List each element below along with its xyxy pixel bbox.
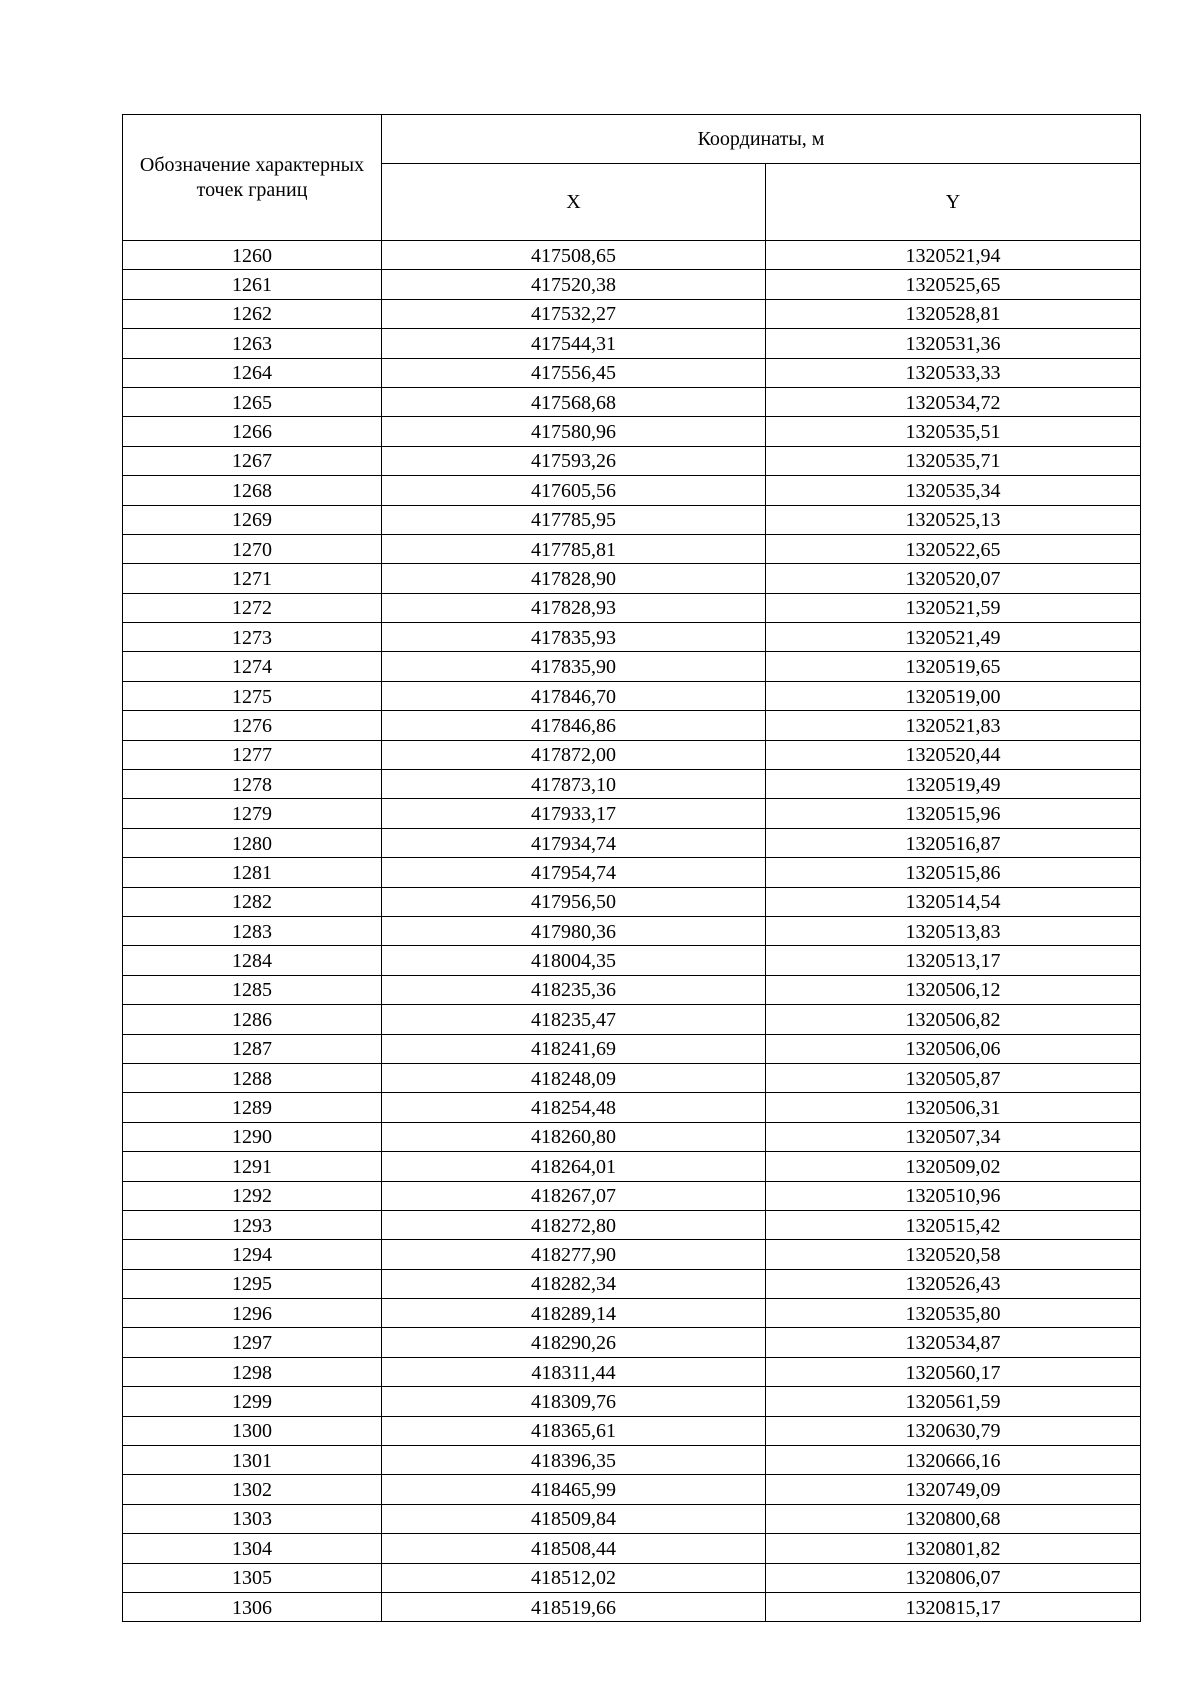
- y-coordinate-cell: 1320515,86: [766, 858, 1141, 887]
- x-coordinate-cell: 417980,36: [382, 916, 766, 945]
- point-cell: 1280: [123, 828, 382, 857]
- y-coordinate-cell: 1320630,79: [766, 1416, 1141, 1445]
- y-column-header: Y: [766, 164, 1141, 241]
- table-row: [123, 1504, 1141, 1533]
- y-coordinate-cell: 1320521,94: [766, 241, 1141, 270]
- x-coordinate-cell: 418290,26: [382, 1328, 766, 1357]
- x-coordinate-cell: 417532,27: [382, 299, 766, 328]
- x-coordinate-cell: 417846,70: [382, 681, 766, 710]
- y-coordinate-cell: 1320507,34: [766, 1122, 1141, 1151]
- y-coordinate-cell: 1320505,87: [766, 1063, 1141, 1092]
- point-cell: 1268: [123, 476, 382, 505]
- x-coordinate-cell: 418311,44: [382, 1357, 766, 1386]
- y-coordinate-cell: 1320560,17: [766, 1357, 1141, 1386]
- table-row: [123, 1328, 1141, 1357]
- table-row: [123, 270, 1141, 299]
- table-row: [123, 564, 1141, 593]
- y-coordinate-cell: 1320525,13: [766, 505, 1141, 534]
- point-cell: 1278: [123, 770, 382, 799]
- table-row: [123, 623, 1141, 652]
- table-row: [123, 1122, 1141, 1151]
- point-cell: 1269: [123, 505, 382, 534]
- y-coordinate-cell: 1320513,83: [766, 916, 1141, 945]
- point-cell: 1282: [123, 887, 382, 916]
- table-row: [123, 446, 1141, 475]
- point-cell: 1284: [123, 946, 382, 975]
- point-cell: 1264: [123, 358, 382, 387]
- point-cell: 1301: [123, 1446, 382, 1475]
- point-cell: 1297: [123, 1328, 382, 1357]
- point-cell: 1279: [123, 799, 382, 828]
- y-coordinate-cell: 1320520,44: [766, 740, 1141, 769]
- y-coordinate-cell: 1320535,34: [766, 476, 1141, 505]
- table-row: [123, 1210, 1141, 1239]
- point-cell: 1304: [123, 1534, 382, 1563]
- x-coordinate-cell: 418235,36: [382, 975, 766, 1004]
- table-row: [123, 299, 1141, 328]
- point-cell: 1276: [123, 711, 382, 740]
- table-row: [123, 1475, 1141, 1504]
- x-coordinate-cell: 418512,02: [382, 1563, 766, 1592]
- point-cell: 1293: [123, 1210, 382, 1239]
- point-cell: 1270: [123, 534, 382, 563]
- point-cell: 1303: [123, 1504, 382, 1533]
- table-row: [123, 1416, 1141, 1445]
- table-row: [123, 858, 1141, 887]
- x-coordinate-cell: 418509,84: [382, 1504, 766, 1533]
- x-coordinate-cell: 418241,69: [382, 1034, 766, 1063]
- point-cell: 1274: [123, 652, 382, 681]
- point-cell: 1267: [123, 446, 382, 475]
- x-coordinate-cell: 418004,35: [382, 946, 766, 975]
- table-row: [123, 711, 1141, 740]
- point-cell: 1300: [123, 1416, 382, 1445]
- point-cell: 1306: [123, 1592, 382, 1621]
- x-coordinate-cell: 418465,99: [382, 1475, 766, 1504]
- table-row: [123, 916, 1141, 945]
- y-coordinate-cell: 1320525,65: [766, 270, 1141, 299]
- table-row: [123, 241, 1141, 270]
- y-coordinate-cell: 1320534,72: [766, 387, 1141, 416]
- x-coordinate-cell: 418272,80: [382, 1210, 766, 1239]
- y-coordinate-cell: 1320528,81: [766, 299, 1141, 328]
- x-coordinate-cell: 417933,17: [382, 799, 766, 828]
- table-row: [123, 1592, 1141, 1621]
- x-coordinate-cell: 417605,56: [382, 476, 766, 505]
- table-header: [123, 115, 1141, 241]
- y-coordinate-cell: 1320520,07: [766, 564, 1141, 593]
- x-coordinate-cell: 417872,00: [382, 740, 766, 769]
- table-row: [123, 1152, 1141, 1181]
- table-row: [123, 740, 1141, 769]
- x-coordinate-cell: 418248,09: [382, 1063, 766, 1092]
- table-row: [123, 1240, 1141, 1269]
- x-coordinate-cell: 418260,80: [382, 1122, 766, 1151]
- y-coordinate-cell: 1320506,82: [766, 1005, 1141, 1034]
- y-coordinate-cell: 1320534,87: [766, 1328, 1141, 1357]
- point-cell: 1261: [123, 270, 382, 299]
- x-coordinate-cell: 417556,45: [382, 358, 766, 387]
- y-coordinate-cell: 1320522,65: [766, 534, 1141, 563]
- x-coordinate-cell: 418289,14: [382, 1299, 766, 1328]
- x-coordinate-cell: 417828,93: [382, 593, 766, 622]
- y-coordinate-cell: 1320513,17: [766, 946, 1141, 975]
- y-coordinate-cell: 1320533,33: [766, 358, 1141, 387]
- y-coordinate-cell: 1320515,96: [766, 799, 1141, 828]
- table-row: [123, 975, 1141, 1004]
- point-cell: 1277: [123, 740, 382, 769]
- x-coordinate-cell: 417785,95: [382, 505, 766, 534]
- point-cell: 1291: [123, 1152, 382, 1181]
- x-coordinate-cell: 417873,10: [382, 770, 766, 799]
- point-cell: 1288: [123, 1063, 382, 1092]
- point-cell: 1294: [123, 1240, 382, 1269]
- x-coordinate-cell: 418282,34: [382, 1269, 766, 1298]
- x-coordinate-cell: 417835,90: [382, 652, 766, 681]
- table-row: [123, 1387, 1141, 1416]
- y-coordinate-cell: 1320531,36: [766, 329, 1141, 358]
- y-coordinate-cell: 1320519,00: [766, 681, 1141, 710]
- y-coordinate-cell: 1320520,58: [766, 1240, 1141, 1269]
- x-coordinate-cell: 417954,74: [382, 858, 766, 887]
- table-row: [123, 358, 1141, 387]
- point-cell: 1298: [123, 1357, 382, 1386]
- table-row: [123, 534, 1141, 563]
- point-cell: 1292: [123, 1181, 382, 1210]
- x-column-header: X: [382, 164, 766, 241]
- table-row: [123, 329, 1141, 358]
- table-row: [123, 946, 1141, 975]
- point-cell: 1289: [123, 1093, 382, 1122]
- y-coordinate-cell: 1320506,12: [766, 975, 1141, 1004]
- table-row: [123, 1181, 1141, 1210]
- x-coordinate-cell: 418309,76: [382, 1387, 766, 1416]
- y-coordinate-cell: 1320521,59: [766, 593, 1141, 622]
- x-coordinate-cell: 418365,61: [382, 1416, 766, 1445]
- y-coordinate-cell: 1320535,51: [766, 417, 1141, 446]
- table-row: [123, 417, 1141, 446]
- point-cell: 1265: [123, 387, 382, 416]
- y-coordinate-cell: 1320514,54: [766, 887, 1141, 916]
- table-row: [123, 799, 1141, 828]
- table-row: [123, 887, 1141, 916]
- point-cell: 1271: [123, 564, 382, 593]
- table-row: [123, 1093, 1141, 1122]
- x-coordinate-cell: 417544,31: [382, 329, 766, 358]
- x-coordinate-cell: 417835,93: [382, 623, 766, 652]
- table-row: [123, 652, 1141, 681]
- y-coordinate-cell: 1320521,49: [766, 623, 1141, 652]
- table-row: [123, 1269, 1141, 1298]
- x-coordinate-cell: 418519,66: [382, 1592, 766, 1621]
- point-cell: 1295: [123, 1269, 382, 1298]
- y-coordinate-cell: 1320535,80: [766, 1299, 1141, 1328]
- x-coordinate-cell: 417568,68: [382, 387, 766, 416]
- y-coordinate-cell: 1320815,17: [766, 1592, 1141, 1621]
- table-body: [123, 241, 1141, 1622]
- point-cell: 1296: [123, 1299, 382, 1328]
- header-row-top: [123, 115, 1141, 164]
- table-row: [123, 593, 1141, 622]
- y-coordinate-cell: 1320519,49: [766, 770, 1141, 799]
- point-cell: 1302: [123, 1475, 382, 1504]
- point-cell: 1290: [123, 1122, 382, 1151]
- y-coordinate-cell: 1320509,02: [766, 1152, 1141, 1181]
- y-coordinate-cell: 1320506,31: [766, 1093, 1141, 1122]
- coordinates-group-header: Координаты, м: [382, 115, 1141, 164]
- table-row: [123, 505, 1141, 534]
- x-coordinate-cell: 418267,07: [382, 1181, 766, 1210]
- table-row: [123, 1299, 1141, 1328]
- x-coordinate-cell: 417846,86: [382, 711, 766, 740]
- table-row: [123, 387, 1141, 416]
- y-coordinate-cell: 1320800,68: [766, 1504, 1141, 1533]
- y-coordinate-cell: 1320510,96: [766, 1181, 1141, 1210]
- x-coordinate-cell: 417580,96: [382, 417, 766, 446]
- point-cell: 1299: [123, 1387, 382, 1416]
- table-row: [123, 681, 1141, 710]
- coordinates-table: [122, 114, 1141, 1622]
- point-cell: 1262: [123, 299, 382, 328]
- x-coordinate-cell: 417934,74: [382, 828, 766, 857]
- point-cell: 1263: [123, 329, 382, 358]
- y-coordinate-cell: 1320516,87: [766, 828, 1141, 857]
- y-coordinate-cell: 1320801,82: [766, 1534, 1141, 1563]
- y-coordinate-cell: 1320519,65: [766, 652, 1141, 681]
- y-coordinate-cell: 1320749,09: [766, 1475, 1141, 1504]
- point-cell: 1305: [123, 1563, 382, 1592]
- table-row: [123, 828, 1141, 857]
- table-row: [123, 1034, 1141, 1063]
- table-row: [123, 1005, 1141, 1034]
- table-row: [123, 1563, 1141, 1592]
- x-coordinate-cell: 418254,48: [382, 1093, 766, 1122]
- table-row: [123, 476, 1141, 505]
- table-row: [123, 1534, 1141, 1563]
- y-coordinate-cell: 1320521,83: [766, 711, 1141, 740]
- x-coordinate-cell: 417593,26: [382, 446, 766, 475]
- y-coordinate-cell: 1320535,71: [766, 446, 1141, 475]
- point-cell: 1275: [123, 681, 382, 710]
- point-cell: 1286: [123, 1005, 382, 1034]
- point-cell: 1272: [123, 593, 382, 622]
- x-coordinate-cell: 418264,01: [382, 1152, 766, 1181]
- point-cell: 1273: [123, 623, 382, 652]
- point-cell: 1266: [123, 417, 382, 446]
- y-coordinate-cell: 1320515,42: [766, 1210, 1141, 1239]
- x-coordinate-cell: 418508,44: [382, 1534, 766, 1563]
- x-coordinate-cell: 417508,65: [382, 241, 766, 270]
- point-column-header: Обозначение характерных точек границ: [123, 115, 382, 241]
- y-coordinate-cell: 1320561,59: [766, 1387, 1141, 1416]
- table-row: [123, 770, 1141, 799]
- x-coordinate-cell: 418235,47: [382, 1005, 766, 1034]
- x-coordinate-cell: 417956,50: [382, 887, 766, 916]
- y-coordinate-cell: 1320666,16: [766, 1446, 1141, 1475]
- x-coordinate-cell: 417785,81: [382, 534, 766, 563]
- point-cell: 1287: [123, 1034, 382, 1063]
- x-coordinate-cell: 417520,38: [382, 270, 766, 299]
- point-cell: 1285: [123, 975, 382, 1004]
- table-row: [123, 1446, 1141, 1475]
- point-cell: 1283: [123, 916, 382, 945]
- x-coordinate-cell: 418396,35: [382, 1446, 766, 1475]
- point-cell: 1260: [123, 241, 382, 270]
- table-row: [123, 1357, 1141, 1386]
- x-coordinate-cell: 418277,90: [382, 1240, 766, 1269]
- table-row: [123, 1063, 1141, 1092]
- y-coordinate-cell: 1320806,07: [766, 1563, 1141, 1592]
- point-cell: 1281: [123, 858, 382, 887]
- x-coordinate-cell: 417828,90: [382, 564, 766, 593]
- y-coordinate-cell: 1320506,06: [766, 1034, 1141, 1063]
- y-coordinate-cell: 1320526,43: [766, 1269, 1141, 1298]
